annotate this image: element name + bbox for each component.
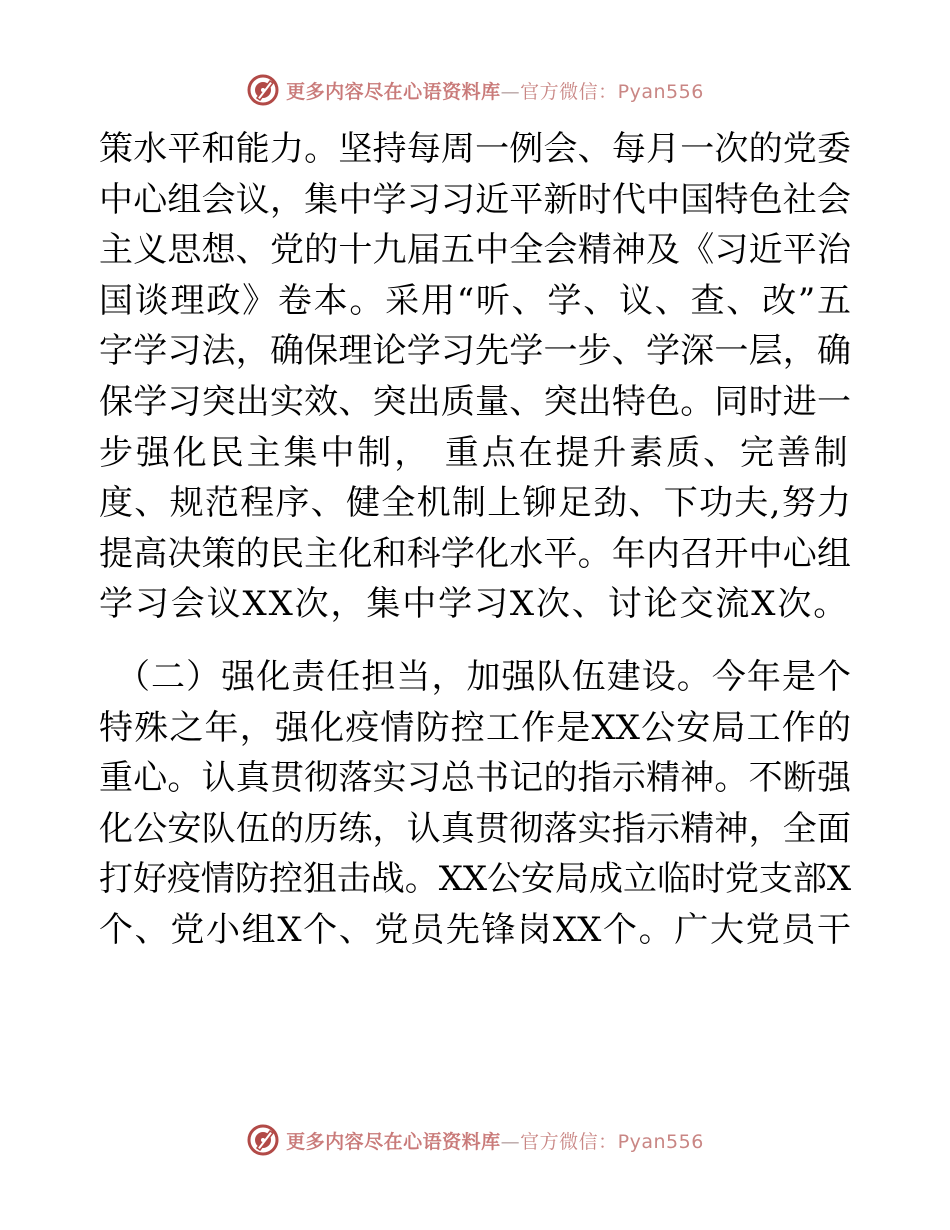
text-line: 策水平和能力。坚持每周一例会、每月一次的党委 <box>99 129 851 169</box>
text-line: 度、规范程序、健全机制上铆足劲、下功夫,努力 <box>99 483 851 524</box>
paragraph-2 <box>99 652 851 956</box>
pen-logo-icon <box>246 1123 280 1157</box>
paragraph-1 <box>99 124 851 630</box>
watermark-main: 更多内容尽在心语资料库 <box>286 1130 501 1153</box>
text-line: 个、党小组X个、党员先锋岗XX个。广大党员干 <box>99 909 851 950</box>
text-line: 中心组会议，集中学习习近平新时代中国特色社会 <box>99 179 851 220</box>
watermark-dash: — <box>500 80 521 103</box>
watermark-sub: 官方微信：Pyan556 <box>520 1130 704 1153</box>
text-line: （二）强化责任担当，加强队伍建设。今年是个 <box>116 656 851 697</box>
watermark-main: 更多内容尽在心语资料库 <box>286 80 501 103</box>
text-line: 打好疫情防控狙击战。XX公安局成立临时党支部X <box>99 859 851 900</box>
watermark-dash: — <box>500 1130 521 1153</box>
text-line: 步强化民主集中制， 重点在提升素质、完善制 <box>99 432 851 473</box>
watermark-sub: 官方微信：Pyan556 <box>520 80 704 103</box>
text-line: 保学习突出实效、突出质量、突出特色。同时进一 <box>99 381 851 422</box>
watermark-text <box>286 77 704 104</box>
text-line: 字学习法，确保理论学习先学一步、学深一层，确 <box>99 331 851 372</box>
pen-logo-icon <box>246 73 280 107</box>
footer-watermark <box>0 1120 950 1160</box>
text-line: 重心。认真贯彻落实习总书记的指示精神。不断强 <box>99 758 851 799</box>
text-line: 学习会议XX次，集中学习X次、讨论交流X次。 <box>99 584 850 625</box>
text-line: 化公安队伍的历练，认真贯彻落实指示精神，全面 <box>99 808 851 849</box>
text-line: 提高决策的民主化和科学化水平。年内召开中心组 <box>99 533 851 574</box>
header-watermark <box>0 70 950 110</box>
text-line: 特殊之年，强化疫情防控工作是XX公安局工作的 <box>99 707 851 748</box>
text-line: 国谈理政》卷本。采用“听、学、议、查、改”五 <box>99 280 851 321</box>
text-line: 主义思想、党的十九届五中全会精神及《习近平治 <box>99 230 851 271</box>
watermark-text <box>286 1127 704 1154</box>
document-body <box>99 124 851 956</box>
